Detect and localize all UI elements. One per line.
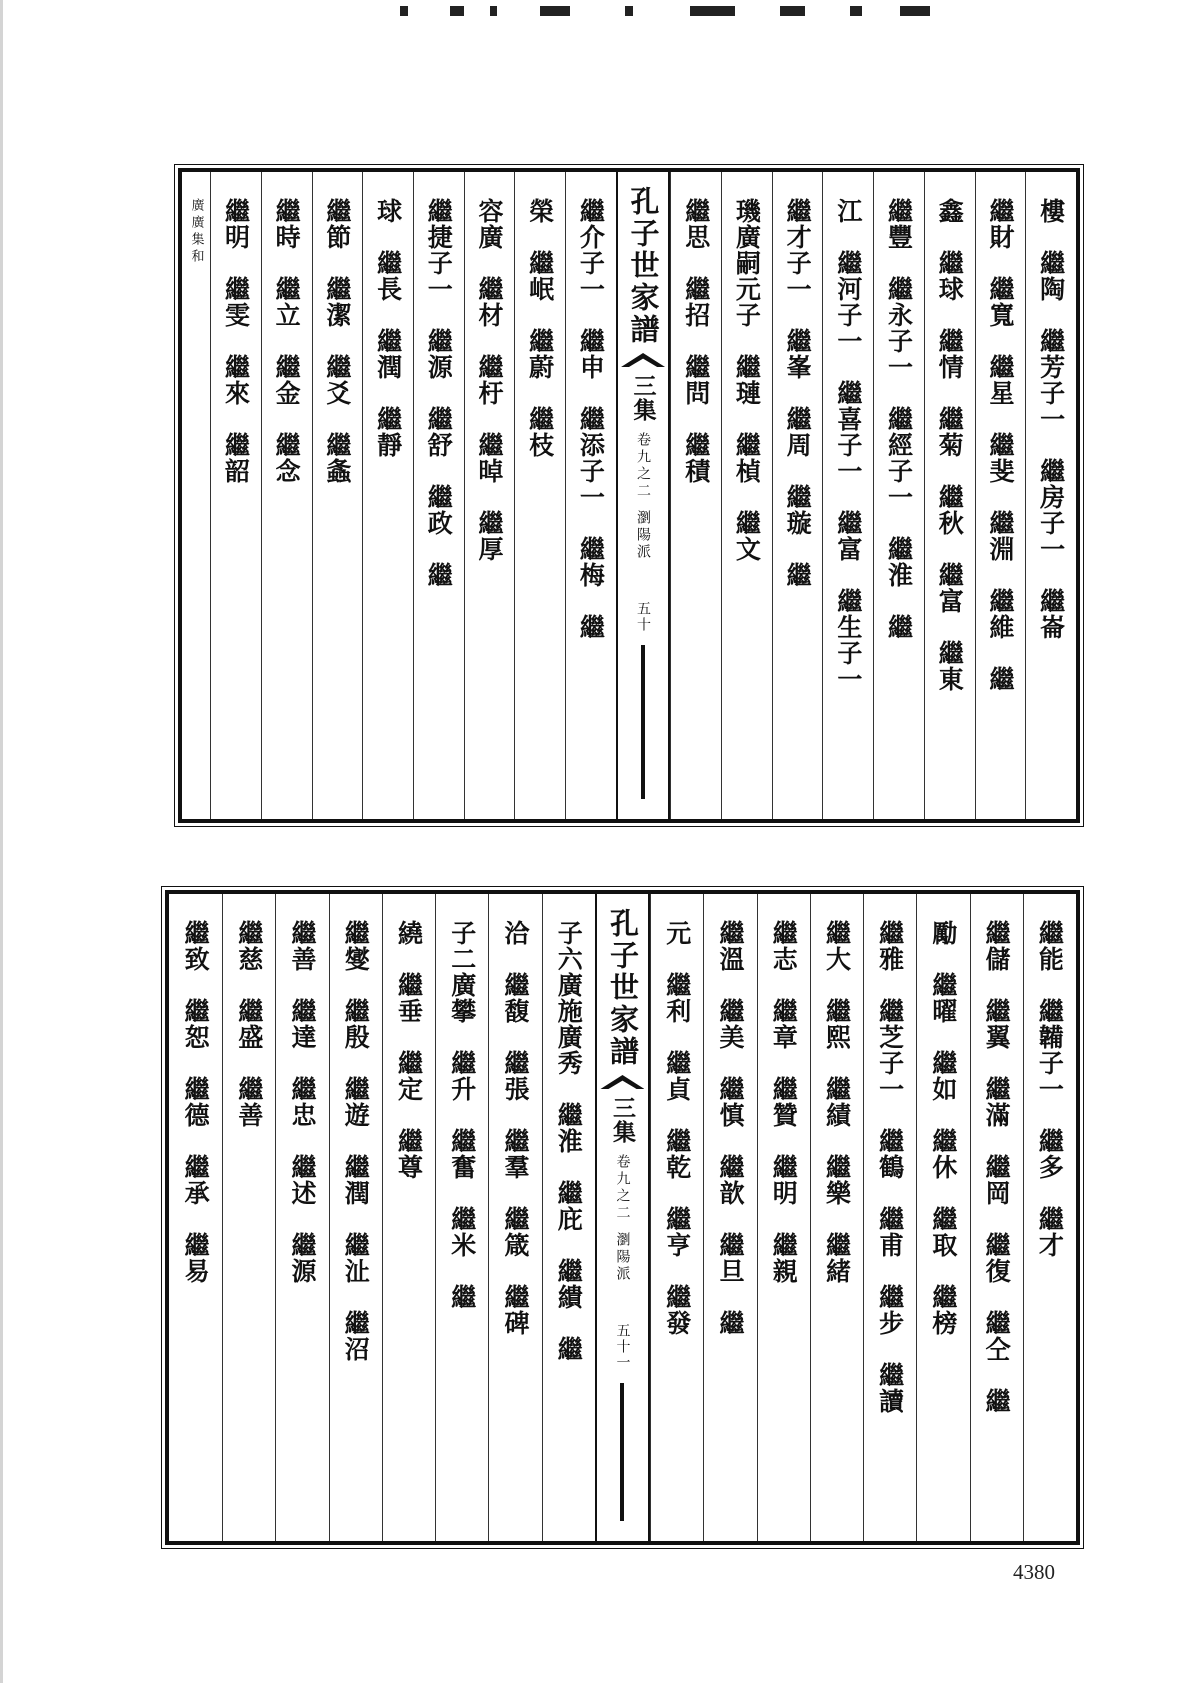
text-column: 繼思 繼招 繼問 繼積 [670, 172, 721, 819]
text-column: 勵 繼曜 繼如 繼休 繼取 繼榜 [916, 894, 969, 1541]
text-column: 繼時 繼立 繼金 繼念 [261, 172, 312, 819]
text-column: 江 繼河子一 繼喜子一 繼富 繼生子一 [822, 172, 873, 819]
text-column: 繞 繼垂 繼定 繼尊 [382, 894, 435, 1541]
volume-label: 卷九之二 [614, 1154, 631, 1222]
text-column: 繼慈 繼盛 繼善 [222, 894, 275, 1541]
leaf-number: 五十一 [614, 1323, 631, 1371]
branch-label: 瀏陽派 [614, 1232, 631, 1283]
text-column: 繼豐 繼永子一 繼經子一 繼淮 繼 [873, 172, 924, 819]
text-column: 繼雅 繼芝子一 繼鶴 繼甫 繼步 繼讀 [863, 894, 916, 1541]
text-column: 球 繼長 繼潤 繼靜 [362, 172, 413, 819]
text-column: 子二廣攀 繼升 繼奮 繼米 繼 [435, 894, 488, 1541]
text-column: 繼節 繼潔 繼爻 繼螽 [312, 172, 363, 819]
text-column: 繼致 繼恕 繼德 繼承 繼易 [181, 920, 211, 1284]
text-column: 容廣 繼材 繼杅 繼晫 繼厚 [464, 172, 515, 819]
genealogy-panel-top [178, 168, 1080, 823]
text-column: 繼燮 繼殷 繼遊 繼潤 繼沚 繼沼 [329, 894, 382, 1541]
text-column: 榮 繼岷 繼蔚 繼枝 [514, 172, 565, 819]
scan-edge-line [0, 0, 3, 1683]
branch-label: 瀏陽派 [635, 510, 652, 561]
text-column: 洽 繼馥 繼張 繼羣 繼箴 繼碑 [488, 894, 541, 1541]
text-column: 繼能 繼韛子一 繼多 繼才 [1023, 894, 1076, 1541]
book-title: 孔子世家譜 [626, 186, 661, 346]
page-number: 4380 [1013, 1560, 1055, 1584]
center-rule [641, 645, 645, 799]
fishtail-divider [600, 1075, 644, 1089]
center-title-column [595, 894, 650, 1541]
text-column: 繼財 繼寬 繼星 繼斐 繼淵 繼維 繼 [975, 172, 1026, 819]
previous-page-bleed [400, 6, 940, 16]
text-column: 繼溫 繼美 繼慎 繼歆 繼旦 繼 [703, 894, 756, 1541]
text-column: 鑫 繼球 繼情 繼菊 繼秋 繼富 繼東 [924, 172, 975, 819]
leaf-number: 五十 [635, 601, 652, 633]
text-column: 繼明 繼雯 繼來 繼韶 [210, 172, 261, 819]
fishtail-divider [621, 353, 665, 367]
text-column: 樓 繼陶 繼芳子一 繼房子一 繼崙 [1025, 172, 1076, 819]
collection-label: 三集 [629, 374, 657, 422]
text-column: 繼捷子一 繼源 繼舒 繼政 繼 [413, 172, 464, 819]
text-column: 繼介子一 繼申 繼添子一 繼梅 繼 [565, 172, 616, 819]
genealogy-panel-bottom [165, 890, 1080, 1545]
text-column: 繼志 繼章 繼贊 繼明 繼親 [757, 894, 810, 1541]
book-title: 孔子世家譜 [605, 908, 640, 1068]
center-title-column [616, 172, 671, 819]
text-column: 璣廣嗣元子 繼璉 繼楨 繼文 [721, 172, 772, 819]
text-column: 繼善 繼達 繼忠 繼述 繼源 [275, 894, 328, 1541]
text-column: 廣廣集和 [188, 198, 204, 266]
volume-label: 卷九之二 [635, 432, 652, 500]
text-column: 元 繼利 繼貞 繼乾 繼亨 繼發 [650, 894, 703, 1541]
text-column: 繼儲 繼翼 繼滿 繼岡 繼復 繼仝 繼 [970, 894, 1023, 1541]
collection-label: 三集 [608, 1096, 636, 1144]
text-column: 繼才子一 繼峯 繼周 繼璇 繼 [772, 172, 823, 819]
center-rule [620, 1383, 624, 1521]
text-column: 繼大 繼熙 繼績 繼樂 繼緒 [810, 894, 863, 1541]
text-column: 子六廣施廣秀 繼淮 繼庇 繼繢 繼 [542, 894, 595, 1541]
